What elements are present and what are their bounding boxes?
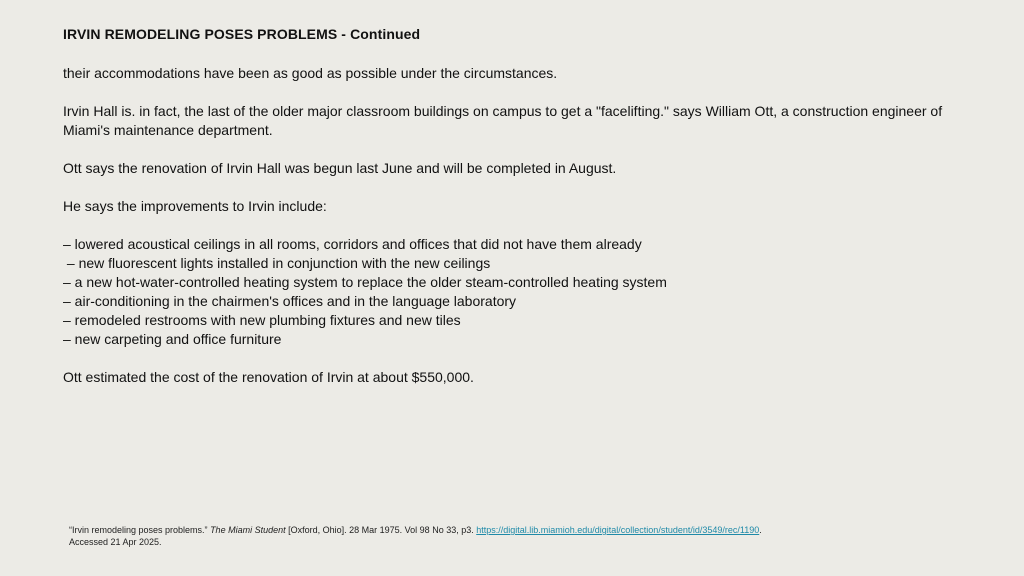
list-item: – air-conditioning in the chairmen's offices and in the language laboratory	[63, 293, 517, 309]
list-item: – lowered acoustical ceilings in all rooms, corridors and offices that did not have them already	[63, 236, 642, 252]
closing-paragraph: Ott estimated the cost of the renovation of Irvin at about $550,000.	[63, 369, 474, 385]
citation-accessed: Accessed 21 Apr 2025.	[69, 537, 162, 547]
citation-details: [Oxford, Ohio]. 28 Mar 1975. Vol 98 No 33, p3.	[285, 525, 477, 535]
page-title: IRVIN REMODELING POSES PROBLEMS - Continued	[63, 26, 421, 42]
paragraph: Irvin Hall is. in fact, the last of the older major classroom buildings on campus to get a "facelifting." says William Ott, a construction engineer of Miami's maintenance department.	[63, 103, 943, 138]
improvements-list	[63, 235, 963, 349]
paragraph: He says the improvements to Irvin include:	[63, 198, 327, 214]
list-item: – new carpeting and office furniture	[63, 331, 282, 347]
article-body	[63, 64, 963, 406]
citation	[69, 524, 959, 548]
list-item: – remodeled restrooms with new plumbing fixtures and new tiles	[63, 312, 461, 328]
citation-publication: The Miami Student	[210, 525, 286, 535]
citation-suffix: .	[759, 525, 762, 535]
paragraph: Ott says the renovation of Irvin Hall was begun last June and will be completed in August.	[63, 160, 617, 176]
citation-link[interactable]: https://digital.lib.miamioh.edu/digital/collection/student/id/3549/rec/1190	[476, 525, 760, 535]
list-item: – a new hot-water-controlled heating system to replace the older steam-controlled heating system	[63, 274, 667, 290]
paragraph: their accommodations have been as good as possible under the circumstances.	[63, 65, 558, 81]
list-item: – new fluorescent lights installed in conjunction with the new ceilings	[63, 255, 491, 271]
citation-prefix: “Irvin remodeling poses problems.”	[69, 525, 211, 535]
